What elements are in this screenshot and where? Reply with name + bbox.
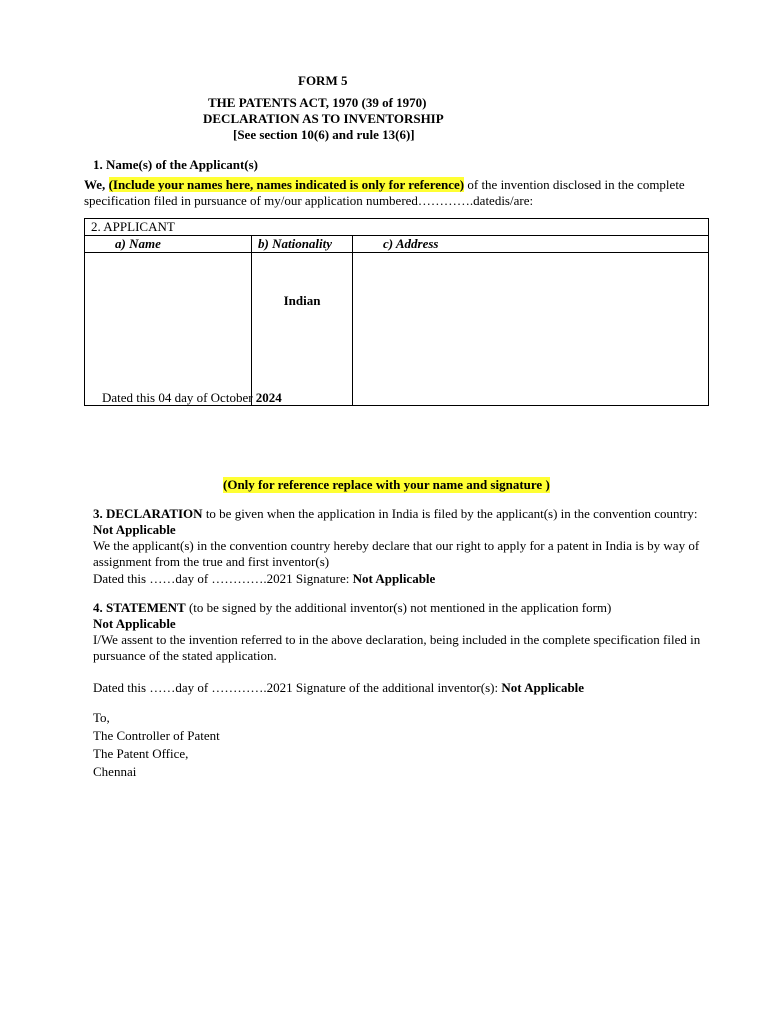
declaration-body-line1: We the applicant(s) in the convention country hereby declare that our right to apply for a patent in India is by way of — [93, 538, 700, 553]
applicant-declaration-line1 — [84, 177, 685, 193]
applicant-declaration-line2: specification filed in pursuance of my/our application numbered………….datedis/are: — [84, 193, 534, 208]
declaration-dated-line — [93, 571, 435, 587]
statement-heading-line — [93, 600, 611, 616]
dated-prefix: Dated this 04 day of October — [102, 390, 256, 405]
applicant-address-cell — [353, 253, 709, 406]
statement-body-line1: I/We assent to the invention referred to in the above declaration, being included in the complete specification filed in — [93, 632, 701, 647]
statement-dated: Dated this ……day of ………….2021 Signature of the additional inventor(s): — [93, 680, 502, 695]
reference-note-highlight: (Only for reference replace with your name and signature ) — [223, 477, 550, 492]
declaration-dated: Dated this ……day of ………….2021 Signature: — [93, 571, 353, 586]
column-header-address: c) Address — [353, 236, 709, 253]
declaration-status: Not Applicable — [93, 522, 176, 537]
dated-year: 2024 — [255, 390, 282, 405]
column-header-name: a) Name — [85, 236, 252, 253]
declaration-dated-status: Not Applicable — [352, 571, 436, 586]
form-number: FORM 5 — [298, 73, 348, 88]
address-line1: The Controller of Patent — [93, 728, 220, 743]
applicant-names-heading: 1. Name(s) of the Applicant(s) — [93, 157, 259, 172]
declaration-text: to be given when the application in India is filed by the applicant(s) in the convention country: — [202, 506, 698, 521]
applicant-nationality-cell: Indian — [252, 253, 353, 406]
names-placeholder-highlight: (Include your names here, names indicated is only for reference) — [108, 177, 465, 192]
address-line2: The Patent Office, — [93, 746, 189, 761]
applicant-name-cell — [85, 253, 252, 406]
act-title: THE PATENTS ACT, 1970 (39 of 1970) — [208, 95, 427, 110]
declaration-heading: 3. DECLARATION — [93, 506, 203, 521]
dated-line — [102, 390, 282, 406]
applicant-table — [84, 218, 709, 406]
declaration-heading-line — [93, 506, 698, 522]
statement-status: Not Applicable — [93, 616, 176, 631]
invention-text: of the invention disclosed in the complete — [464, 177, 685, 192]
address-line3: Chennai — [93, 764, 137, 779]
statement-text: (to be signed by the additional inventor(s) not mentioned in the application form) — [185, 600, 612, 615]
statement-dated-line — [93, 680, 584, 696]
section-reference: [See section 10(6) and rule 13(6)] — [233, 127, 415, 142]
applicant-table-title: 2. APPLICANT — [85, 219, 709, 236]
statement-body-line2: pursuance of the stated application. — [93, 648, 277, 663]
we-label: We, — [84, 177, 106, 192]
statement-dated-status: Not Applicable — [501, 680, 585, 695]
statement-heading: 4. STATEMENT — [93, 600, 186, 615]
document-title: DECLARATION AS TO INVENTORSHIP — [203, 111, 444, 126]
address-to: To, — [93, 710, 110, 725]
column-header-nationality: b) Nationality — [252, 236, 353, 253]
declaration-body-line2: assignment from the true and first inventor(s) — [93, 554, 330, 569]
